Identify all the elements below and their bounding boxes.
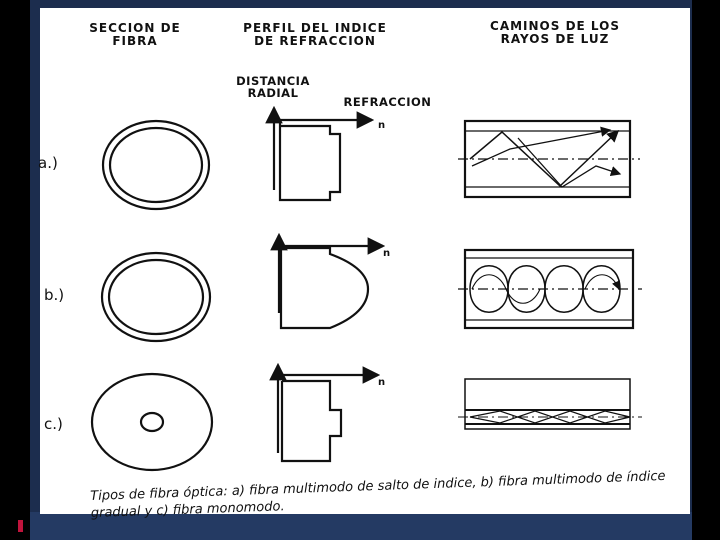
- axis-n-label-a: n: [378, 120, 386, 131]
- cross-section-step-index: [103, 121, 209, 209]
- index-profile-single-mode: [278, 365, 378, 461]
- axis-label-refraction: REFRACCION: [343, 95, 432, 109]
- ray-paths-step-index: [458, 121, 640, 197]
- axis-label-radial-distance: DISTANCIA RADIAL: [236, 74, 310, 100]
- header-light-paths: CAMINOS DE LOS RAYOS DE LUZ: [490, 19, 620, 46]
- fiber-types-figure: [38, 8, 690, 521]
- header-fiber-section: SECCION DE FIBRA: [89, 21, 181, 48]
- cross-section-graded-index: [102, 253, 210, 341]
- figure-drawing: [40, 8, 690, 514]
- row-label-a: a.): [38, 154, 58, 172]
- cross-section-single-mode: [92, 374, 212, 470]
- axis-n-label-b: n: [383, 248, 391, 259]
- ray-paths-single-mode: [458, 379, 642, 429]
- header-index-profile: PERFIL DEL INDICE DE REFRACCION: [243, 21, 387, 48]
- index-profile-graded: [279, 235, 383, 328]
- ray-paths-graded-index: [458, 250, 642, 328]
- index-profile-step: [274, 108, 372, 200]
- row-label-c: c.): [44, 415, 63, 433]
- row-label-b: b.): [44, 286, 65, 304]
- axis-n-label-c: n: [378, 377, 386, 388]
- figure-caption: Tipos de fibra óptica: a) fibra multimodo de salto de indice, b) fibra multimodo de índice gradual y c) fibra monomodo.: [90, 468, 666, 521]
- bullet-marker: [18, 520, 23, 532]
